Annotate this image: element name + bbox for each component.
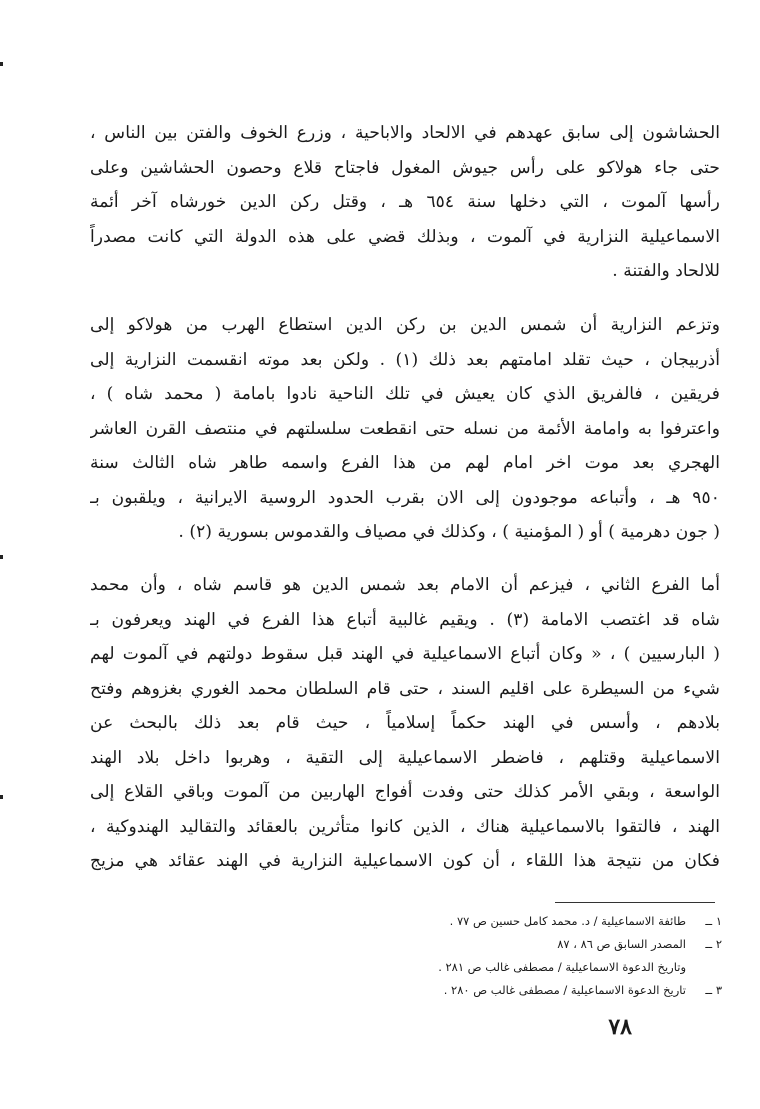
text-line: فكان من نتيجة هذا اللقاء ، أن كون الاسماعيلية النزارية في الهند عقائد هي مزيج [90, 851, 720, 871]
footnote-divider [555, 902, 715, 903]
footnote-item [302, 956, 722, 979]
text-line: الهند ، فالتقوا بالاسماعيلية هناك ، الذين كانوا متأثرين بالعقائد والتقاليد الهندوكية ، [90, 816, 720, 837]
text-line: أذربيجان ، حيث تقلد امامتهم بعد ذلك (١) . ولكن بعد موته انقسمت النزارية إلى [90, 349, 720, 370]
text-line: شاه قد اغتصب الامامة (٣) . ويقيم غالبية أتباع هذا الفرع في الهند ويعرفون بـ [90, 609, 720, 630]
paragraph-3 [90, 568, 720, 879]
text-line: الاسماعيلية وقتلهم ، فاضطر الاسماعيلية إلى التقية ، وهربوا داخل بلاد الهند [90, 747, 720, 768]
paragraph-2 [90, 308, 720, 550]
text-line: بلادهم ، وأسس في الهند حكماً إسلامياً ، حيث قام بعد ذلك بالبحث عن [90, 713, 720, 733]
scan-edge-mark [0, 62, 3, 66]
text-line: للالحاد والفتنة . [612, 261, 720, 281]
text-line: الهجري بعد موت اخر امام لهم من هذا الفرع واسمه طاهر شاه الثالث سنة [90, 453, 720, 473]
paragraph-1 [90, 116, 720, 289]
page-number: ٧٨ [608, 1014, 632, 1040]
text-line: رأسها آلموت ، التي دخلها سنة ٦٥٤ هـ ، وقتل ركن الدين خورشاه آخر أئمة [90, 192, 720, 212]
text-line: حتى جاء هولاكو على رأس جيوش المغول فاجتاح قلاع وحصون الحشاشين وعلى [90, 157, 720, 178]
footnote-item [302, 933, 722, 956]
footnote-number: ٣ ــ [705, 983, 722, 997]
text-line: ( البارسيين ) ، « وكان أتباع الاسماعيلية في الهند قبل سقوط دولتهم في آلموت لهم [90, 644, 720, 664]
text-line: أما الفرع الثاني ، فيزعم أن الامام بعد شمس الدين هو قاسم شاه ، وأن محمد [90, 575, 720, 595]
text-line: واعترفوا به وامامة الأئمة من نسله حتى انقطعت سلسلتهم في منتصف القرن العاشر [90, 418, 720, 439]
footnote-text: طائفة الاسماعيلية / د. محمد كامل حسين ص ٧٧ . [449, 914, 686, 928]
text-line: شيء من السيطرة على اقليم السند ، حتى قام السلطان محمد الغوري بغزوهم وفتح [90, 678, 720, 699]
text-line: وتزعم النزارية أن شمس الدين بن ركن الدين استطاع الهرب من هولاكو إلى [90, 315, 720, 335]
text-line: ( جون دهرمية ) أو ( المؤمنية ) ، وكذلك في مصياف والقدموس بسورية (٢) . [178, 522, 720, 542]
text-line: فريقين ، فالفريق الذي كان يعيش في تلك الناحية نادوا بامامة ( محمد شاه ) ، [90, 384, 720, 404]
scan-edge-mark [0, 795, 3, 799]
scan-edge-mark [0, 555, 3, 559]
text-line: الاسماعيلية النزارية في آلموت ، وبذلك قضي على هذه الدولة التي كانت مصدراً [90, 226, 720, 247]
footnote-text: تاريخ الدعوة الاسماعيلية / مصطفى غالب ص ٢٨٠ . [443, 983, 686, 997]
text-line: الواسعة ، وبقي الأمر كذلك حتى وفدت أفواج الهاربين من آلموت وباقي القلاع إلى [90, 782, 720, 802]
text-line: ٩٥٠ هـ ، وأتباعه موجودون إلى الان بقرب الحدود الروسية الايرانية ، ويلقبون بـ [90, 487, 720, 508]
footnote-number: ٢ ــ [705, 937, 722, 951]
footnote-text: المصدر السابق ص ٨٦ ، ٨٧ [557, 937, 686, 951]
footnote-number: ١ ــ [705, 914, 722, 928]
footnote-text: وتاريخ الدعوة الاسماعيلية / مصطفى غالب ص ٢٨١ . [438, 960, 686, 974]
footnotes [302, 910, 722, 1002]
footnote-item [302, 910, 722, 933]
footnote-item [302, 979, 722, 1002]
text-line: الحشاشون إلى سابق عهدهم في الالحاد والاباحية ، وزرع الخوف والفتن بين الناس ، [90, 123, 720, 143]
